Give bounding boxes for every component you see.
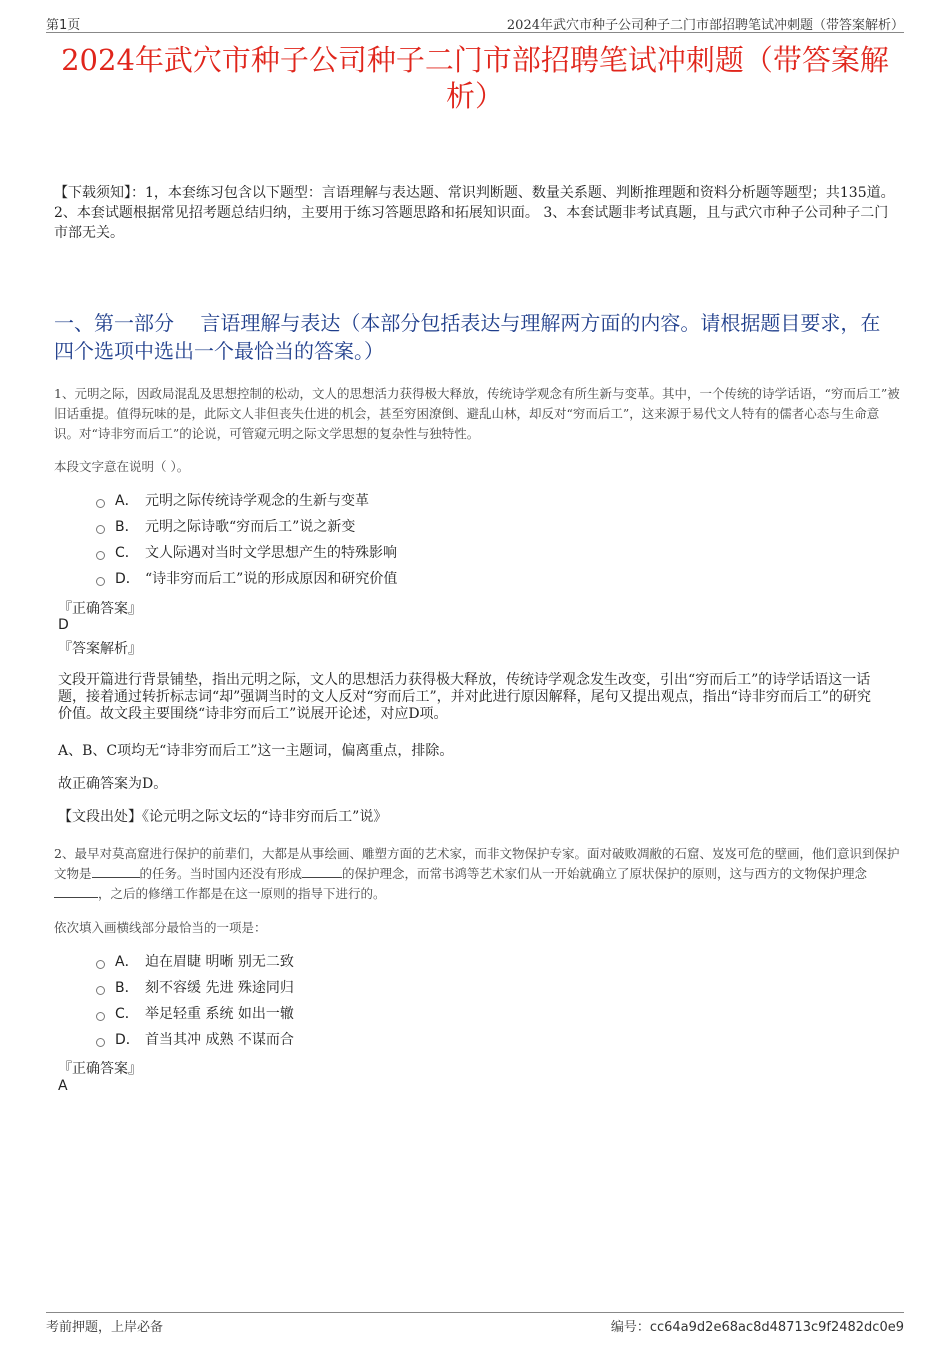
radio-icon[interactable] — [96, 499, 105, 508]
question-text-part: 的保护理念，而常书鸿等艺术家们从一开始就确立了原状保护的原则，这与西方的文物保护理念 — [342, 866, 868, 881]
option-text: 文人际遇对当时文学思想产生的特殊影响 — [145, 545, 397, 561]
option-text: “诗非穷而后工”说的形成原因和研究价值 — [145, 571, 398, 587]
fill-blank-1[interactable] — [92, 877, 140, 878]
option-letter: A． — [115, 493, 139, 509]
document-id: 编号：cc64a9d2e68ac8d48713c9f2482dc0e9 — [610, 1320, 904, 1335]
answer-value: D — [58, 617, 69, 633]
page-footer — [46, 1312, 904, 1337]
page-number: 第1页 — [46, 18, 81, 33]
download-notice: 【下载须知】：1，本套练习包含以下题型：言语理解与表达题、常识判断题、数量关系题、判断推理题和资料分析题等题型；共135道。 2、本套试题根据常见招考题总结归纳，主要用于练习答题思路和拓展知识面。 3、本套试题非考试真题，且与武穴市种子公司种子二门市部无关。 — [54, 185, 895, 241]
question-2-options — [96, 948, 294, 1052]
passage-source: 【文段出处】《论元明之际文坛的“诗非穷而后工”说》 — [58, 809, 388, 825]
option-a[interactable] — [96, 948, 294, 974]
question-2-prompt: 依次填入画横线部分最恰当的一项是： — [54, 920, 267, 935]
option-letter: D． — [115, 571, 140, 587]
option-letter: B． — [115, 519, 139, 535]
radio-icon[interactable] — [96, 1038, 105, 1047]
option-letter: B． — [115, 980, 139, 996]
radio-icon[interactable] — [96, 525, 105, 534]
option-letter: C． — [115, 1006, 139, 1022]
option-c[interactable] — [96, 1000, 294, 1026]
question-text-part: 的任务。当时国内还没有形成 — [139, 866, 303, 881]
radio-icon[interactable] — [96, 551, 105, 560]
analysis-paragraph: 故正确答案为D。 — [58, 776, 168, 792]
option-text: 元明之际传统诗学观念的生新与变革 — [145, 493, 369, 509]
option-text: 举足轻重 系统 如出一辙 — [145, 1006, 294, 1022]
option-letter: C． — [115, 545, 139, 561]
question-2-text — [54, 844, 900, 904]
answer-label: 『正确答案』 — [58, 1061, 142, 1077]
answer-label: 『正确答案』 — [58, 601, 142, 617]
option-d[interactable] — [96, 565, 397, 591]
option-b[interactable] — [96, 974, 294, 1000]
fill-blank-3[interactable] — [54, 897, 98, 898]
question-1-options — [96, 487, 397, 591]
option-b[interactable] — [96, 513, 397, 539]
question-1-text: 1、元明之际，因政局混乱及思想控制的松动，文人的思想活力获得极大释放，传统诗学观念有所生新与变革。其中，一个传统的诗学话语，“穷而后工”被旧话重提。值得玩味的是，此际文人非但丧失仕进的机会，甚至穷困潦倒、避乱山林，却反对“穷而后工”，这来源于易代文人特有的儒者心态与生命意识。对“诗非穷而后工”的论说，可管窥元明之际文学思想的复杂性与独特性。 — [54, 386, 900, 441]
page-title: 2024年武穴市种子公司种子二门市部招聘笔试冲刺题（带答案解析） — [61, 43, 889, 113]
option-text: 刻不容缓 先进 殊途同归 — [145, 980, 294, 996]
section-title: 一、第一部分 言语理解与表达（本部分包括表达与理解两方面的内容。请根据题目要求，在四个选项中选出一个最恰当的答案。） — [54, 311, 881, 363]
radio-icon[interactable] — [96, 986, 105, 995]
radio-icon[interactable] — [96, 960, 105, 969]
option-text: 元明之际诗歌“穷而后工”说之新变 — [145, 519, 356, 535]
header-doc-title: 2024年武穴市种子公司种子二门市部招聘笔试冲刺题（带答案解析） — [506, 18, 904, 33]
option-text: 迫在眉睫 明晰 别无二致 — [145, 954, 294, 970]
question-text-part: 2、最早对莫高窟进行保护的前辈们，大都是从事绘画、雕塑方面的艺术家，而非文物保护专家。面对破败凋敝的石窟、岌岌可危的壁画，他们意识到保护文物是 — [54, 846, 900, 881]
footer-slogan: 考前押题，上岸必备 — [46, 1320, 164, 1335]
analysis-paragraph: A、B、C项均无“诗非穷而后工”这一主题词，偏离重点，排除。 — [58, 743, 454, 759]
fill-blank-2[interactable] — [302, 877, 342, 878]
option-a[interactable] — [96, 487, 397, 513]
analysis-label: 『答案解析』 — [58, 641, 142, 657]
option-text: 首当其冲 成熟 不谋而合 — [145, 1032, 294, 1048]
option-c[interactable] — [96, 539, 397, 565]
option-d[interactable] — [96, 1026, 294, 1052]
question-1-prompt: 本段文字意在说明（ ）。 — [54, 459, 190, 474]
analysis-paragraph: 文段开篇进行背景铺垫，指出元明之际，文人的思想活力获得极大释放，传统诗学观念发生改变，引出“穷而后工”的诗学话语这一话题，接着通过转折标志词“却”强调当时的文人反对“穷而后工”，并对此进行原因解释，尾句又提出观点，指出“诗非穷而后工”的研究价值。故文段主要围绕“诗非穷而后工”说展开论述，对应D项。 — [58, 672, 871, 722]
option-letter: D． — [115, 1032, 140, 1048]
radio-icon[interactable] — [96, 1012, 105, 1021]
page-header — [46, 12, 904, 33]
option-letter: A． — [115, 954, 139, 970]
radio-icon[interactable] — [96, 577, 105, 586]
answer-value: A — [58, 1078, 68, 1094]
question-text-part: ，之后的修缮工作都是在这一原则的指导下进行的。 — [98, 886, 386, 901]
